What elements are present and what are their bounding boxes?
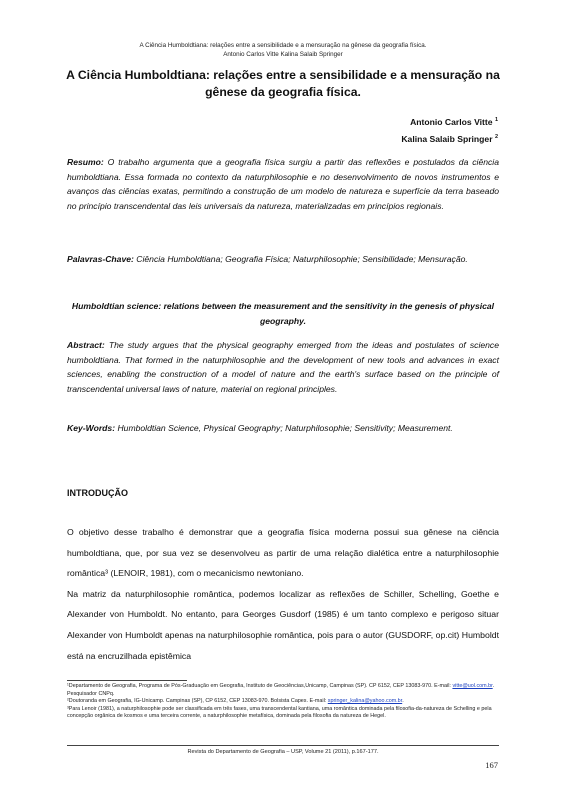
footnote-1-text-end: . Pesquisador CNPq.: [67, 683, 495, 697]
author-list: [401, 113, 498, 147]
running-head-authors: Antonio Carlos Vitte Kalina Salaib Springer: [223, 51, 343, 58]
body-paragraph-1: O objetivo desse trabalho é demonstrar que a geografia física moderna possui sua gênese na ciência humboldtiana, que, por sua vez se desenvolveu as partir de uma relação dialética entre a naturphilosophie romântica³ (LENOIR, 1981), com o mecanicismo newtoniano.: [67, 527, 499, 579]
footnote-1-text: ¹Departamento de Geografia, Programa de Pós-Graduação em Geografia, Instituto de Geociências,Unicamp, Campinas (SP). CP 6152, CEP 13083-970. E-mail:: [67, 683, 453, 689]
author-2-footnote-mark: 2: [494, 133, 498, 140]
footnotes: [67, 683, 499, 721]
footnote-2-email-link[interactable]: springer_kalina@yahoo.com.br: [327, 698, 403, 705]
body-text: [67, 522, 499, 666]
author-1-name: Antonio Carlos Vitte: [410, 116, 493, 127]
footnote-2-text-end: .: [402, 698, 404, 705]
author-2-name: Kalina Salaib Springer: [401, 133, 493, 144]
body-paragraph-2: Na matriz da naturphilosophie romântica, podemos localizar as reflexões de Schiller, Schelling, Goethe e Alexander von Humboldt. No entanto, para Georges Gusdorf (1985) é um tanto complexo e perigoso situar Alexander von Humboldt apenas na naturphilosophie romântica, pois para o autor (GUSDORF, op.cit) Humboldt está na encruzilhada epistêmica: [67, 588, 499, 661]
resumo-paragraph: [67, 155, 499, 213]
palavras-chave-text: Ciência Humboldtiana; Geografia Física; Naturphilosophie; Sensibilidade; Mensuração.: [133, 254, 468, 264]
resumo-text: O trabalho argumenta que a geografia física surgiu a partir das reflexões e postulados da ciência humboldtiana. Essa formada no contexto da naturphilosophie e no desenvolvimento de novos instrumentos e avanços das ciências exatas, permitindo a construção de um modelo de natureza e superfície da terra baseado no princípio transcendental das leis universais da natureza, materializadas em princípios regionais.: [67, 157, 499, 211]
author-2: [401, 130, 498, 147]
palavras-chave-paragraph: [67, 252, 499, 267]
paper-title: A Ciência Humboldtiana: relações entre a sensibilidade e a mensuração na gênese da geografia física.: [66, 68, 500, 99]
running-head: [0, 41, 566, 59]
page-number: 167: [485, 760, 498, 770]
footnote-1: [67, 683, 499, 698]
resumo-label: Resumo:: [67, 157, 104, 167]
footnote-divider: [67, 680, 187, 681]
journal-footer: Revista do Departamento de Geografia – USP, Volume 21 (2011), p.167-177.: [187, 749, 379, 755]
english-title: Humboldtian science: relations between the measurement and the sensitivity in the genesis of physical geography.: [71, 301, 495, 326]
author-1-footnote-mark: 1: [494, 117, 498, 123]
running-head-title: A Ciência Humboldtiana: relações entre a sensibilidade e a mensuração na gênese da geografia física.: [139, 42, 427, 49]
footnote-2: [67, 698, 499, 706]
keywords-text: Humboldtian Science, Physical Geography; Naturphilosophie; Sensitivity; Measurement.: [115, 423, 453, 433]
keywords-label: Key-Words:: [67, 423, 116, 433]
footnote-2-text: ²Doutoranda em Geografia, IG-Unicamp. Campinas (SP), CP 6152, CEP 13083-970. Bolsista Capes. E-mail:: [67, 698, 328, 705]
abstract-paragraph: [67, 338, 499, 396]
author-1: [401, 113, 498, 130]
footnote-1-email-link[interactable]: vitte@uol.com.br: [452, 683, 493, 689]
abstract-text: The study argues that the physical geography emerged from the ideas and postulates of science humboldtiana. That formed in the naturphilosophie and the development of new tools and advances in exact sciences, enabling the construction of a model of nature and the earth's surface based on the principle of transcendental universal laws of nature, material on regional principles.: [67, 340, 499, 394]
footnote-3: ³Para Lenoir (1981), a naturphilosophie pode ser classificada em três fases, uma transcendental kantiana, uma romântica dominada pela filosofia-da-natureza de Schelling e pela concepção orgânica de kosmos e uma terceira corrente, a naturphilosophie metafísica, dominada pela filosofia da natureza de Hegel.: [67, 705, 492, 720]
palavras-chave-label: Palavras-Chave:: [67, 254, 134, 264]
section-heading: INTRODUÇÃO: [67, 488, 128, 498]
footer-divider: [67, 745, 499, 746]
abstract-label: Abstract:: [67, 340, 105, 350]
keywords-paragraph: [67, 421, 499, 436]
